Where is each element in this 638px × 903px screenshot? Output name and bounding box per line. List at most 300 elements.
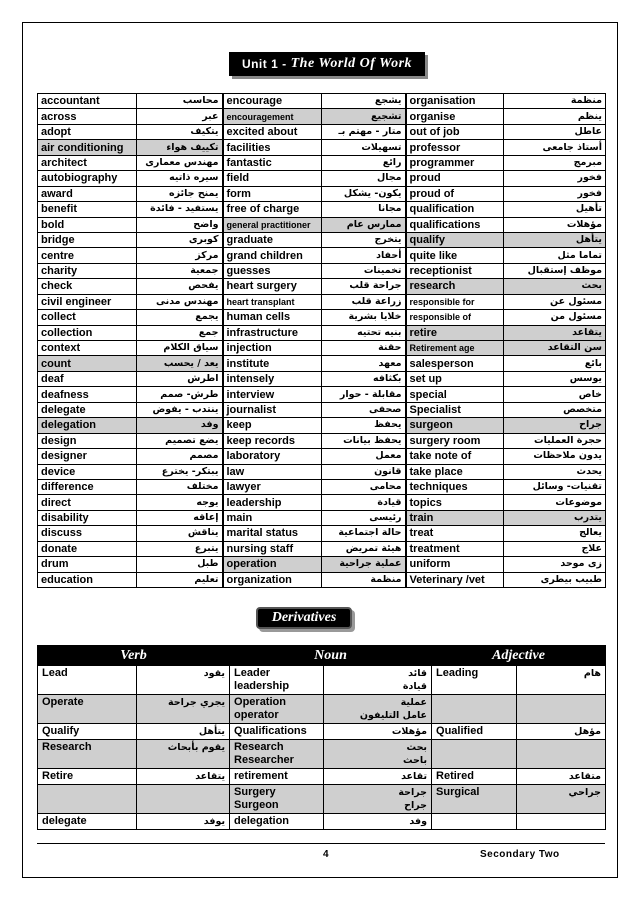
vocab-arabic: تشجيع — [322, 109, 406, 124]
vocab-english: education — [38, 572, 137, 587]
vocab-row — [38, 541, 606, 556]
noun-arabic — [324, 740, 432, 769]
vocab-arabic: مركز — [137, 248, 223, 263]
adjective-arabic — [517, 814, 606, 830]
vocab-arabic: حقنة — [322, 341, 406, 356]
vocab-english: civil engineer — [38, 294, 137, 309]
vocab-row — [38, 94, 606, 109]
vocab-arabic: عاطل — [504, 124, 606, 139]
vocab-row — [38, 232, 606, 247]
vocab-english: delegation — [38, 418, 137, 433]
vocab-arabic: محاسب — [137, 94, 223, 109]
vocab-arabic: سياق الكلام — [137, 341, 223, 356]
vocab-english: form — [223, 186, 322, 201]
vocab-arabic: منظمة — [504, 94, 606, 109]
vocab-row — [38, 294, 606, 309]
vocab-arabic: مهندس مدنى — [137, 294, 223, 309]
vocab-english: marital status — [223, 526, 322, 541]
vocab-english: leadership — [223, 495, 322, 510]
derivative-row — [38, 769, 606, 785]
vocab-arabic: يوسس — [504, 371, 606, 386]
vocab-english: salesperson — [406, 356, 504, 371]
vocab-arabic: يبتكر- يخترع — [137, 464, 223, 479]
noun-english-item: delegation — [234, 815, 290, 827]
vocab-arabic: رائع — [322, 155, 406, 170]
vocab-english: Veterinary /vet — [406, 572, 504, 587]
noun-arabic-item: بحث — [406, 742, 428, 753]
vocab-row — [38, 433, 606, 448]
vocab-row — [38, 356, 606, 371]
vocab-arabic: يناقش — [137, 526, 223, 541]
vocab-english: drum — [38, 557, 137, 572]
vocab-row — [38, 263, 606, 278]
footer-label: Secondary Two — [480, 849, 560, 860]
vocab-arabic: يتخرج — [322, 232, 406, 247]
vocab-english: institute — [223, 356, 322, 371]
derivative-row — [38, 814, 606, 830]
vocab-arabic: بحث — [504, 279, 606, 294]
vocab-arabic: علاج — [504, 541, 606, 556]
vocab-arabic: هيئة تمريض — [322, 541, 406, 556]
adjective-arabic: جراحي — [517, 785, 606, 814]
verb-english — [38, 785, 137, 814]
verb-arabic: يتأهل — [137, 724, 230, 740]
noun-arabic-item: عملية — [400, 697, 428, 708]
vocab-arabic: وفد — [137, 418, 223, 433]
noun-arabic — [324, 814, 432, 830]
unit-name: The World Of Work — [290, 56, 413, 71]
vocab-english: delegate — [38, 402, 137, 417]
vocab-english: grand children — [223, 248, 322, 263]
verb-arabic: يوفد — [137, 814, 230, 830]
vocab-arabic: جراحة قلب — [322, 279, 406, 294]
vocab-english: organisation — [406, 94, 504, 109]
vocab-arabic: بنيه تحتيه — [322, 325, 406, 340]
vocab-row — [38, 248, 606, 263]
vocab-arabic: خلايا بشرية — [322, 310, 406, 325]
vocab-english: responsible of — [406, 310, 504, 325]
vocab-english: bridge — [38, 232, 137, 247]
vocab-english: deaf — [38, 371, 137, 386]
noun-english-item: Qualifications — [234, 725, 307, 737]
noun-english — [230, 695, 324, 724]
vocab-arabic: تكييف هواء — [137, 140, 223, 155]
vocab-row — [38, 526, 606, 541]
footer-divider — [37, 843, 605, 844]
vocab-english: journalist — [223, 402, 322, 417]
vocab-english: proud — [406, 171, 504, 186]
vocab-english: organise — [406, 109, 504, 124]
vocab-english: autobiography — [38, 171, 137, 186]
vocab-arabic: مجال — [322, 171, 406, 186]
vocab-english: heart transplant — [223, 294, 322, 309]
vocab-row — [38, 449, 606, 464]
noun-arabic — [324, 769, 432, 785]
vocab-english: programmer — [406, 155, 504, 170]
vocab-row — [38, 510, 606, 525]
vocab-arabic: يمنح جائزه — [137, 186, 223, 201]
noun-english-item: retirement — [234, 770, 288, 782]
vocab-english: infrastructure — [223, 325, 322, 340]
adjective-arabic: هام — [517, 666, 606, 695]
vocab-arabic: مهندس معمارى — [137, 155, 223, 170]
verb-english: Lead — [38, 666, 137, 695]
noun-english — [230, 769, 324, 785]
adjective-arabic — [517, 740, 606, 769]
vocab-arabic: رئيسى — [322, 510, 406, 525]
vocab-row — [38, 557, 606, 572]
unit-title — [229, 52, 425, 76]
noun-english — [230, 724, 324, 740]
vocab-english: law — [223, 464, 322, 479]
noun-arabic — [324, 666, 432, 695]
vocab-arabic: موضوعات — [504, 495, 606, 510]
vocab-row — [38, 341, 606, 356]
vocab-arabic: معمل — [322, 449, 406, 464]
vocab-arabic: مؤهلات — [504, 217, 606, 232]
noun-arabic-item: مؤهلات — [391, 726, 428, 737]
vocab-english: guesses — [223, 263, 322, 278]
vocab-english: Retirement age — [406, 341, 504, 356]
vocab-arabic: متار - مهتم بـ — [322, 124, 406, 139]
vocab-arabic: يجمع — [137, 310, 223, 325]
vocab-english: air conditioning — [38, 140, 137, 155]
vocab-arabic: متخصص — [504, 402, 606, 417]
vocab-arabic: حالة اجتماعية — [322, 526, 406, 541]
vocab-english: graduate — [223, 232, 322, 247]
vocab-arabic: جمعية — [137, 263, 223, 278]
vocab-arabic: مصمم — [137, 449, 223, 464]
noun-english — [230, 740, 324, 769]
header-adjective: Adjective — [432, 646, 606, 666]
vocab-arabic: بائع — [504, 356, 606, 371]
noun-arabic-item: عامل التليفون — [359, 710, 428, 721]
vocab-arabic: مقابلة - حوار — [322, 387, 406, 402]
vocab-row — [38, 402, 606, 417]
vocab-row — [38, 109, 606, 124]
vocab-english: context — [38, 341, 137, 356]
vocab-arabic: زى موحد — [504, 557, 606, 572]
noun-english-item: operator — [234, 709, 279, 721]
vocab-arabic: يحفظ بيانات — [322, 433, 406, 448]
page-number: 4 — [323, 849, 329, 860]
vocab-english: organization — [223, 572, 322, 587]
vocab-english: responsible for — [406, 294, 504, 309]
adjective-arabic: متقاعد — [517, 769, 606, 785]
vocab-english: deafness — [38, 387, 137, 402]
vocab-arabic: أحفاد — [322, 248, 406, 263]
vocab-row — [38, 464, 606, 479]
vocab-arabic: تعليم — [137, 572, 223, 587]
vocab-english: field — [223, 171, 322, 186]
derivatives-title: Derivatives — [256, 607, 352, 629]
vocab-english: uniform — [406, 557, 504, 572]
adjective-english — [432, 740, 517, 769]
derivative-row — [38, 724, 606, 740]
vocab-arabic: يتدرب — [504, 510, 606, 525]
vocab-arabic: تخمينات — [322, 263, 406, 278]
noun-english-item: Leader — [234, 667, 271, 679]
noun-arabic-item: قائد — [408, 668, 428, 679]
vocab-english: qualification — [406, 202, 504, 217]
vocabulary-table — [37, 93, 606, 588]
vocab-arabic: جمع — [137, 325, 223, 340]
noun-arabic-item: تقاعد — [401, 771, 428, 782]
vocab-arabic: يحدث — [504, 464, 606, 479]
vocab-arabic: يتبرع — [137, 541, 223, 556]
vocab-arabic: يستفيد - فائدة — [137, 202, 223, 217]
vocab-arabic: يكون- يشكل — [322, 186, 406, 201]
adjective-english — [432, 814, 517, 830]
vocab-english: operation — [223, 557, 322, 572]
vocab-english: surgery room — [406, 433, 504, 448]
vocab-row — [38, 140, 606, 155]
vocab-english: free of charge — [223, 202, 322, 217]
vocab-english: take note of — [406, 449, 504, 464]
vocab-english: receptionist — [406, 263, 504, 278]
verb-arabic: يتقاعد — [137, 769, 230, 785]
vocab-english: award — [38, 186, 137, 201]
vocab-english: qualifications — [406, 217, 504, 232]
vocab-english: count — [38, 356, 137, 371]
vocab-english: proud of — [406, 186, 504, 201]
noun-arabic — [324, 785, 432, 814]
verb-english: delegate — [38, 814, 137, 830]
vocab-english: discuss — [38, 526, 137, 541]
vocab-row — [38, 479, 606, 494]
vocab-arabic: عبر — [137, 109, 223, 124]
verb-arabic: يجري جراحة — [137, 695, 230, 724]
vocab-row — [38, 202, 606, 217]
vocab-row — [38, 186, 606, 201]
vocab-arabic: تأهيل — [504, 202, 606, 217]
vocab-arabic: ينتدب - يفوض — [137, 402, 223, 417]
vocab-row — [38, 572, 606, 587]
vocab-english: architect — [38, 155, 137, 170]
vocab-arabic: مختلف — [137, 479, 223, 494]
noun-arabic — [324, 724, 432, 740]
adjective-arabic — [517, 695, 606, 724]
adjective-english: Leading — [432, 666, 517, 695]
adjective-english: Surgical — [432, 785, 517, 814]
vocab-english: treatment — [406, 541, 504, 556]
vocab-arabic: يتقاعد — [504, 325, 606, 340]
vocab-row — [38, 279, 606, 294]
vocab-english: excited about — [223, 124, 322, 139]
vocab-arabic: صحفى — [322, 402, 406, 417]
vocab-arabic: منظمة — [322, 572, 406, 587]
noun-arabic-item: قيادة — [402, 681, 428, 692]
vocab-english: accountant — [38, 94, 137, 109]
vocab-english: designer — [38, 449, 137, 464]
vocab-english: lawyer — [223, 479, 322, 494]
noun-english-item: Researcher — [234, 754, 294, 766]
vocab-english: injection — [223, 341, 322, 356]
unit-label: Unit 1 - — [241, 57, 287, 71]
noun-arabic-item: وفد — [409, 816, 428, 827]
vocab-arabic: مبرمج — [504, 155, 606, 170]
vocab-arabic: كوبرى — [137, 232, 223, 247]
vocab-arabic: يعالج — [504, 526, 606, 541]
header-noun: Noun — [230, 646, 432, 666]
vocab-row — [38, 310, 606, 325]
vocab-arabic: فخور — [504, 171, 606, 186]
vocab-english: encouragement — [223, 109, 322, 124]
vocab-arabic: بكثافه — [322, 371, 406, 386]
vocab-english: retire — [406, 325, 504, 340]
vocab-arabic: يتكيف — [137, 124, 223, 139]
vocab-english: train — [406, 510, 504, 525]
vocab-english: quite like — [406, 248, 504, 263]
vocab-english: keep — [223, 418, 322, 433]
noun-arabic-item: جراحة — [398, 787, 428, 798]
vocab-arabic: ممارس عام — [322, 217, 406, 232]
vocab-english: surgeon — [406, 418, 504, 433]
vocab-english: special — [406, 387, 504, 402]
vocab-english: difference — [38, 479, 137, 494]
vocab-english: donate — [38, 541, 137, 556]
vocab-english: centre — [38, 248, 137, 263]
derivative-row — [38, 740, 606, 769]
vocab-arabic: يضع تصميم — [137, 433, 223, 448]
vocab-arabic: يدون ملاحظات — [504, 449, 606, 464]
noun-arabic — [324, 695, 432, 724]
vocab-arabic: ينظم — [504, 109, 606, 124]
vocab-arabic: عملية جراحية — [322, 557, 406, 572]
vocab-english: encourage — [223, 94, 322, 109]
verb-arabic: يقوم بأبحاث — [137, 740, 230, 769]
vocab-english: general practitioner — [223, 217, 322, 232]
vocab-arabic: محامى — [322, 479, 406, 494]
vocab-english: keep records — [223, 433, 322, 448]
adjective-english: Retired — [432, 769, 517, 785]
verb-english: Qualify — [38, 724, 137, 740]
noun-english — [230, 814, 324, 830]
vocab-english: direct — [38, 495, 137, 510]
header-verb: Verb — [38, 646, 230, 666]
derivatives-table — [37, 645, 606, 830]
verb-english: Research — [38, 740, 137, 769]
vocab-row — [38, 171, 606, 186]
vocab-row — [38, 495, 606, 510]
vocab-arabic: طبل — [137, 557, 223, 572]
vocab-arabic: يحفظ — [322, 418, 406, 433]
verb-arabic — [137, 785, 230, 814]
vocab-english: set up — [406, 371, 504, 386]
vocab-english: human cells — [223, 310, 322, 325]
vocab-arabic: قيادة — [322, 495, 406, 510]
vocab-arabic: سيره ذاتيه — [137, 171, 223, 186]
vocab-row — [38, 371, 606, 386]
vocab-row — [38, 418, 606, 433]
noun-english-item: Surgeon — [234, 799, 279, 811]
vocab-english: take place — [406, 464, 504, 479]
verb-english: Retire — [38, 769, 137, 785]
vocab-arabic: تماما مثل — [504, 248, 606, 263]
vocab-row — [38, 387, 606, 402]
vocab-english: topics — [406, 495, 504, 510]
vocab-arabic: سن التقاعد — [504, 341, 606, 356]
vocab-english: qualify — [406, 232, 504, 247]
vocab-english: collect — [38, 310, 137, 325]
vocab-arabic: واضح — [137, 217, 223, 232]
vocab-english: collection — [38, 325, 137, 340]
vocab-english: professor — [406, 140, 504, 155]
vocab-english: intensely — [223, 371, 322, 386]
noun-english — [230, 666, 324, 695]
vocab-arabic: طرش- صمم — [137, 387, 223, 402]
vocab-english: research — [406, 279, 504, 294]
vocab-english: techniques — [406, 479, 504, 494]
noun-arabic-item: باحث — [402, 755, 428, 766]
vocab-arabic: أستاذ جامعى — [504, 140, 606, 155]
vocab-english: disability — [38, 510, 137, 525]
adjective-english: Qualified — [432, 724, 517, 740]
vocab-arabic: تسهيلات — [322, 140, 406, 155]
vocab-arabic: موظف إستقبال — [504, 263, 606, 278]
noun-english-item: leadership — [234, 680, 290, 692]
vocab-row — [38, 124, 606, 139]
derivative-row — [38, 666, 606, 695]
vocab-arabic: مسئول من — [504, 310, 606, 325]
vocab-english: heart surgery — [223, 279, 322, 294]
vocab-arabic: حجرة العمليات — [504, 433, 606, 448]
vocab-english: bold — [38, 217, 137, 232]
verb-arabic: يقود — [137, 666, 230, 695]
vocab-english: laboratory — [223, 449, 322, 464]
noun-english-item: Operation — [234, 696, 286, 708]
vocab-arabic: إعاقه — [137, 510, 223, 525]
noun-english — [230, 785, 324, 814]
adjective-english — [432, 695, 517, 724]
vocab-arabic: يفحص — [137, 279, 223, 294]
vocab-arabic: قانون — [322, 464, 406, 479]
vocab-row — [38, 217, 606, 232]
vocab-arabic: يتأهل — [504, 232, 606, 247]
vocab-arabic: طبيب بيطرى — [504, 572, 606, 587]
verb-english: Operate — [38, 695, 137, 724]
vocab-arabic: زراعة قلب — [322, 294, 406, 309]
vocab-english: Specialist — [406, 402, 504, 417]
vocab-english: device — [38, 464, 137, 479]
vocab-row — [38, 325, 606, 340]
noun-english-item: Surgery — [234, 786, 276, 798]
vocab-english: check — [38, 279, 137, 294]
vocab-english: adopt — [38, 124, 137, 139]
vocab-english: charity — [38, 263, 137, 278]
vocab-english: fantastic — [223, 155, 322, 170]
vocab-english: out of job — [406, 124, 504, 139]
vocab-english: nursing staff — [223, 541, 322, 556]
adjective-arabic: مؤهل — [517, 724, 606, 740]
vocab-arabic: فخور — [504, 186, 606, 201]
vocab-arabic: اطرش — [137, 371, 223, 386]
vocab-arabic: يوجه — [137, 495, 223, 510]
noun-english-item: Research — [234, 741, 284, 753]
vocab-arabic: تقنيات- وسائل — [504, 479, 606, 494]
vocab-arabic: مسئول عن — [504, 294, 606, 309]
vocab-english: main — [223, 510, 322, 525]
vocab-english: facilities — [223, 140, 322, 155]
derivative-row — [38, 695, 606, 724]
vocab-arabic: جراح — [504, 418, 606, 433]
derivative-row — [38, 785, 606, 814]
vocab-arabic: معهد — [322, 356, 406, 371]
vocab-arabic: يشجع — [322, 94, 406, 109]
vocab-english: design — [38, 433, 137, 448]
vocab-arabic: مجانا — [322, 202, 406, 217]
vocab-arabic: يعد / يحسب — [137, 356, 223, 371]
